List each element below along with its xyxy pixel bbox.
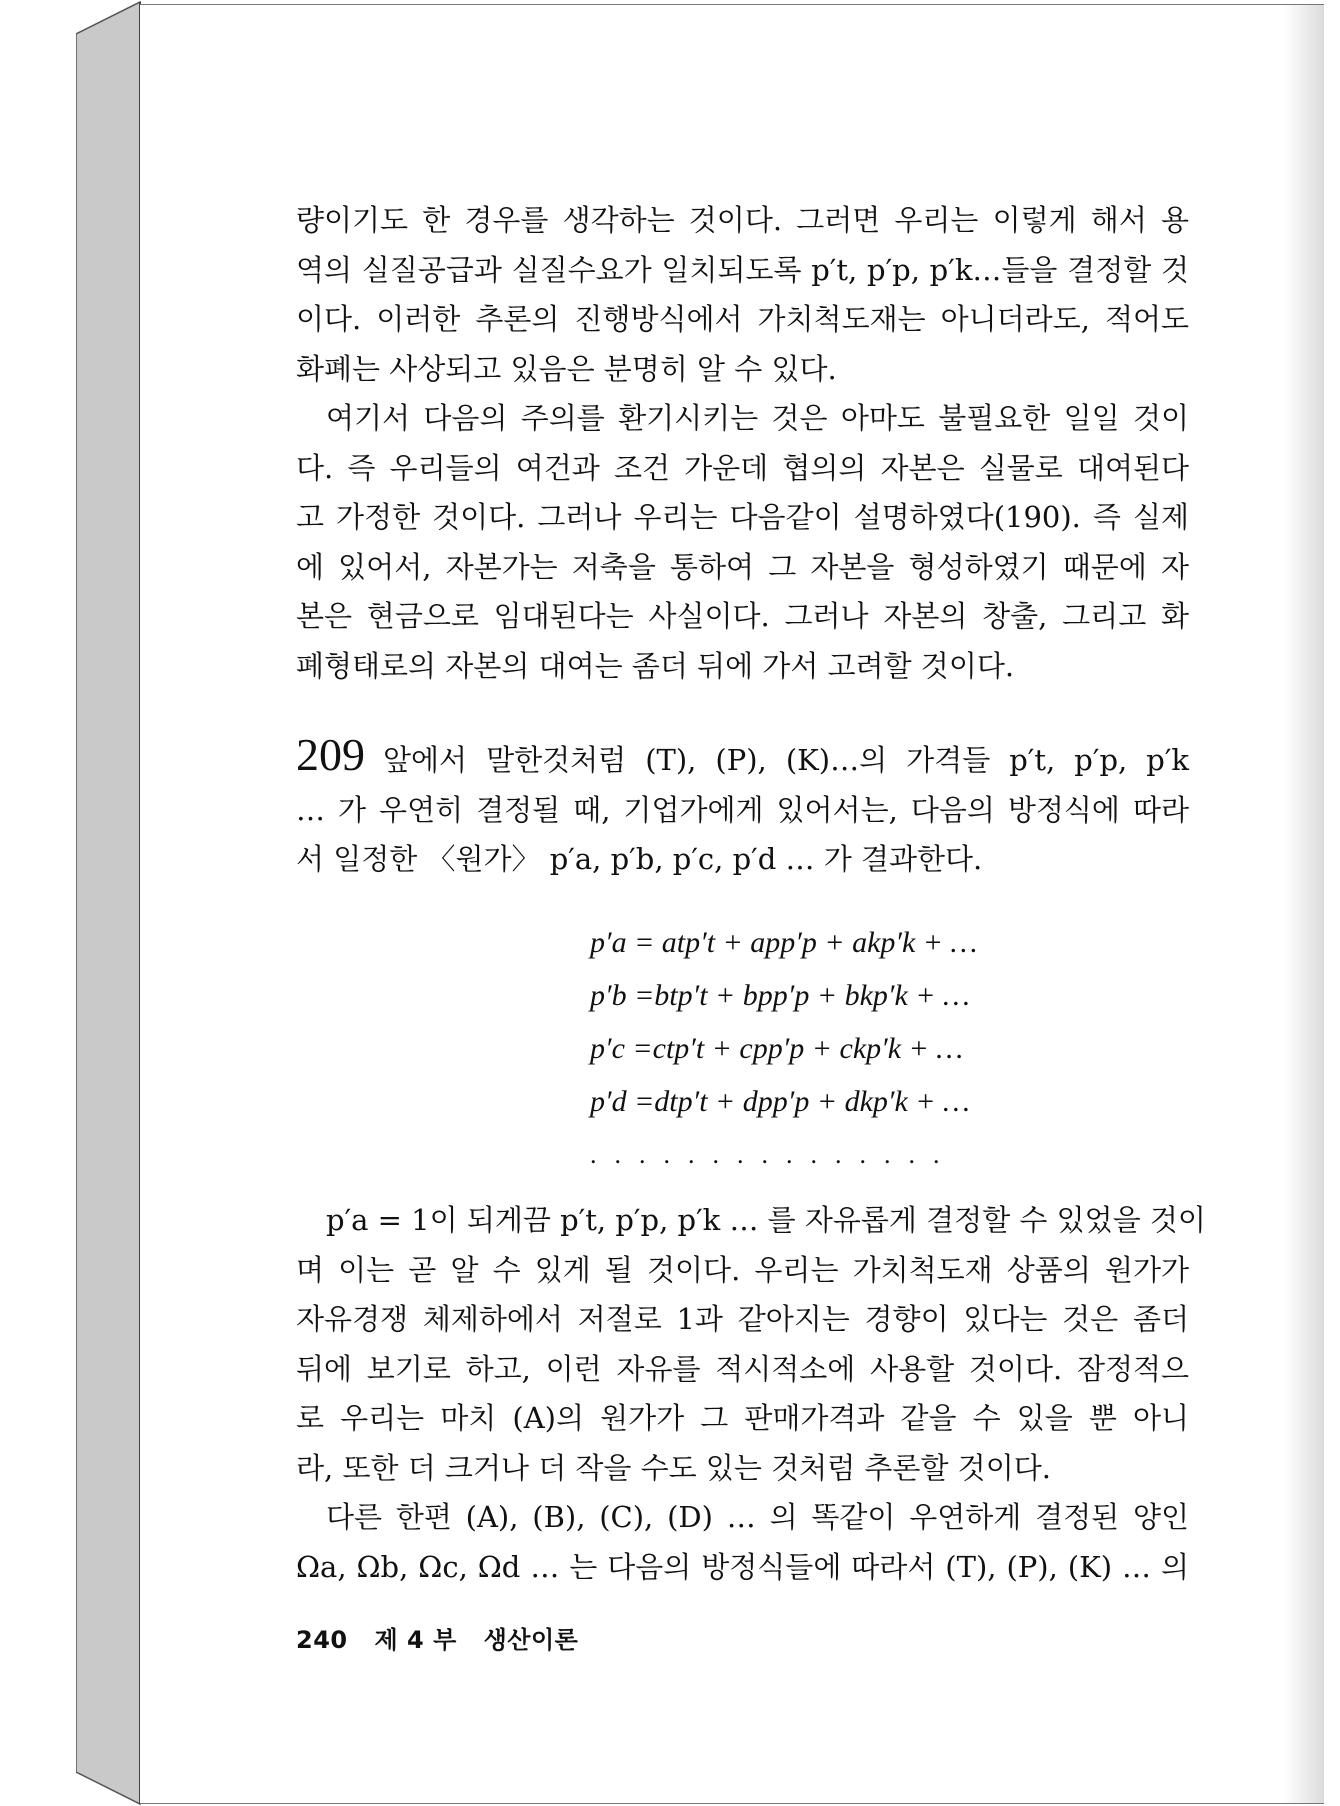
text-line: 다. 즉 우리들의 여건과 조건 가운데 협의의 자본은 실물로 대여된다 — [296, 450, 1189, 485]
book-spine-edge — [76, 0, 142, 1806]
text-line: 고 가정한 것이다. 그러나 우리는 다음같이 설명하였다(190). 즉 실제 — [296, 500, 1189, 534]
section-paragraph — [296, 730, 1189, 885]
text-line: 역의 실질공급과 실질수요가 일치되도록 p′t, p′p, p′k…들을 결정할 것 — [296, 252, 1189, 287]
paragraph-4 — [296, 1493, 1189, 1592]
section-209 — [296, 730, 1189, 885]
text-line: 다른 한편 (A), (B), (C), (D) … 의 똑같이 우연하게 결정된 양인 — [326, 1500, 1189, 1534]
text-line: 로 우리는 마치 (A)의 원가가 그 판매가격과 같을 수 있을 뿐 아니 — [296, 1401, 1189, 1435]
section-number: 209 — [296, 729, 365, 780]
text-line: 앞에서 말한것처럼 (T), (P), (K)…의 가격들 p′t, p′p, p′k — [383, 743, 1189, 777]
text-line: 여기서 다음의 주의를 환기시키는 것은 아마도 불필요한 일일 것이 — [326, 401, 1189, 435]
text-line: 자유경쟁 체제하에서 저절로 1과 같아지는 경향이 있다는 것은 좀더 — [296, 1302, 1189, 1336]
body-text-bottom — [296, 1196, 1206, 1592]
paragraph-2 — [296, 394, 1189, 691]
text-line: p′a = 1이 되게끔 p′t, p′p, p′k … 를 자유롭게 결정할 수 있었을 것이 — [326, 1203, 1206, 1237]
page-edge-shadow — [1284, 5, 1324, 1803]
text-line: 화폐는 사상되고 있음은 분명히 알 수 있다. — [296, 351, 837, 386]
body-text-top — [296, 196, 1189, 691]
text-line: 본은 현금으로 임대된다는 사실이다. 그러나 자본의 창출, 그리고 화 — [296, 599, 1189, 633]
text-line: 서 일정한 〈원가〉 p′a, p′b, p′c, p′d … 가 결과한다. — [296, 842, 983, 876]
section-first-line — [296, 730, 1189, 786]
page-footer — [296, 1620, 596, 1655]
text-line: 량이기도 한 경우를 생각하는 것이다. 그러면 우리는 이렇게 해서 용 — [296, 203, 1189, 237]
page-number: 240 — [296, 1626, 348, 1654]
text-line: … 가 우연히 결정될 때, 기업가에게 있어서는, 다음의 방정식에 따라 — [296, 792, 1189, 827]
equation: p′b =btp′t + bpp′p + bkp′k + … — [590, 979, 970, 1012]
text-line: 며 이는 곧 알 수 있게 될 것이다. 우리는 가치척도재 상품의 원가가 — [296, 1252, 1189, 1287]
part-label: 제 4 부 — [374, 1626, 457, 1654]
text-line: 이다. 이러한 추론의 진행방식에서 가치척도재는 아니더라도, 적어도 — [296, 302, 1189, 336]
equation: p′d =dtp′t + dpp′p + dkp′k + … — [590, 1085, 970, 1118]
equation: p′c =ctp′t + cpp′p + ckp′k + … — [590, 1032, 963, 1065]
equation: p′a = atp′t + app′p + akp′k + … — [590, 926, 978, 959]
text-line: 폐형태로의 자본의 대여는 좀더 뒤에 가서 고려할 것이다. — [296, 648, 1015, 683]
chapter-title: 생산이론 — [483, 1626, 579, 1654]
paragraph-3 — [296, 1196, 1206, 1493]
text-line: 에 있어서, 자본가는 저축을 통하여 그 자본을 형성하였기 때문에 자 — [296, 549, 1189, 584]
paragraph-1 — [296, 196, 1189, 394]
text-line: Ωa, Ωb, Ωc, Ωd … 는 다음의 방정식들에 따라서 (T), (P), (K) … 의 — [296, 1549, 1189, 1584]
equation-system — [590, 916, 977, 1181]
text-line: 라, 또한 더 크거나 더 작을 수도 있는 것처럼 추론할 것이다. — [296, 1450, 1051, 1485]
equation-continuation-dots: ............... — [590, 1140, 958, 1169]
text-line: 뒤에 보기로 하고, 이런 자유를 적시적소에 사용할 것이다. 잠정적으 — [296, 1351, 1189, 1386]
